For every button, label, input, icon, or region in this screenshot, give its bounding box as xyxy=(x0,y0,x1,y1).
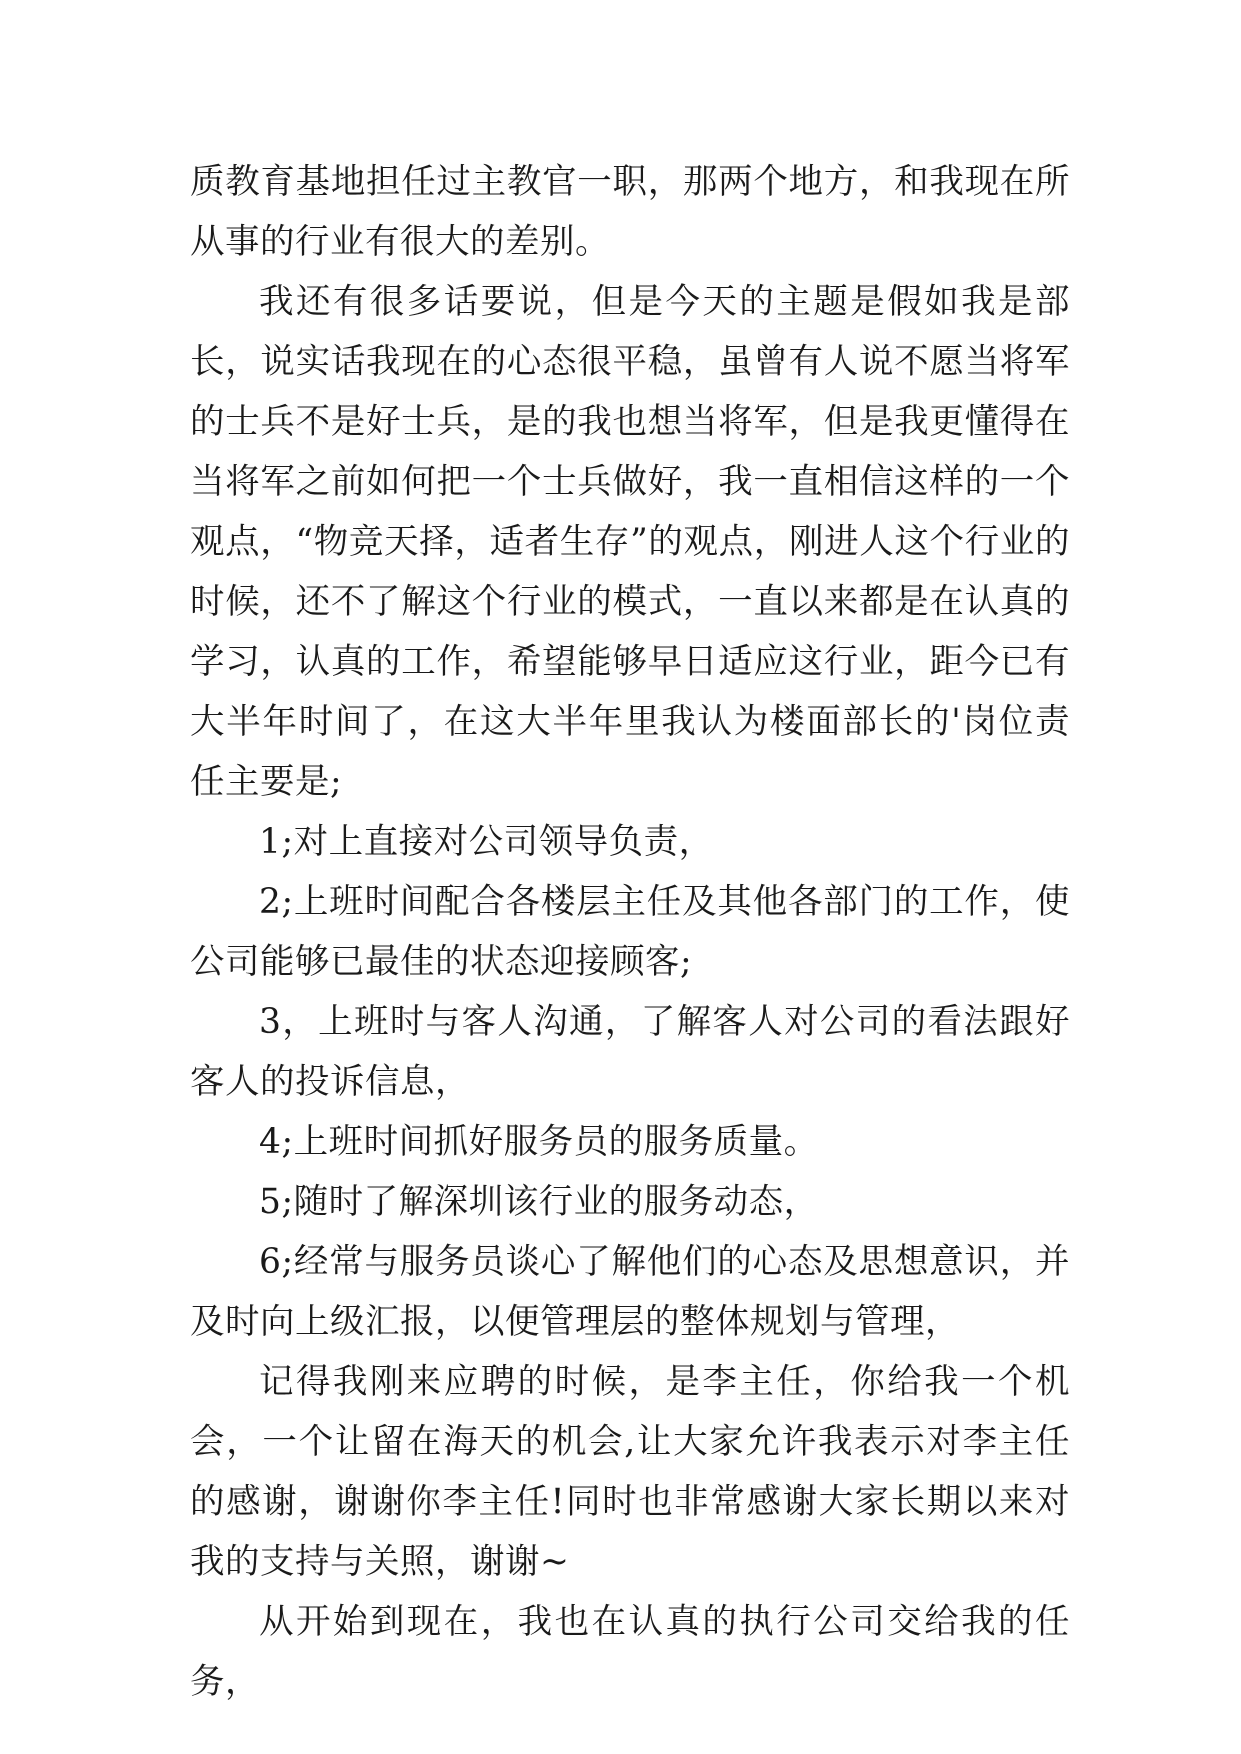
paragraph-closing: 从开始到现在，我也在认真的执行公司交给我的任务， xyxy=(190,1602,1070,1702)
list-item-duty-1: 1;对上直接对公司领导负责， xyxy=(259,822,714,862)
paragraph-continuation: 质教育基地担任过主教官一职，那两个地方，和我现在所从事的行业有很大的差别。 xyxy=(190,162,1070,262)
list-item-duty-2: 2;上班时间配合各楼层主任及其他各部门的工作，使公司能够已最佳的状态迎接顾客; xyxy=(190,882,1070,982)
list-item-duty-3: 3，上班时与客人沟通，了解客人对公司的看法跟好客人的投诉信息， xyxy=(190,1002,1070,1102)
paragraph-introduction: 我还有很多话要说，但是今天的主题是假如我是部长，说实话我现在的心态很平稳，虽曾有人说不愿当将军的士兵不是好士兵，是的我也想当将军，但是我更懂得在当将军之前如何把一个士兵做好，我一直相信这样的一个观点，“物竞天择，适者生存”的观点，刚进人这个行业的时候，还不了解这个行业的模式，一直以来都是在认真的学习，认真的工作，希望能够早日适应这行业，距今已有大半年时间了，在这大半年里我认为楼面部长的'岗位责任主要是; xyxy=(190,282,1070,802)
list-item-duty-6: 6;经常与服务员谈心了解他们的心态及思想意识，并及时向上级汇报，以便管理层的整体规划与管理， xyxy=(190,1242,1070,1342)
list-item-duty-5: 5;随时了解深圳该行业的服务动态， xyxy=(259,1182,819,1222)
document-body xyxy=(190,152,1070,1712)
list-item-duty-4: 4;上班时间抓好服务员的服务质量。 xyxy=(259,1122,819,1162)
paragraph-thanks: 记得我刚来应聘的时候，是李主任，你给我一个机会，一个让留在海天的机会,让大家允许我表示对李主任的感谢，谢谢你李主任!同时也非常感谢大家长期以来对我的支持与关照，谢谢~ xyxy=(190,1362,1070,1582)
